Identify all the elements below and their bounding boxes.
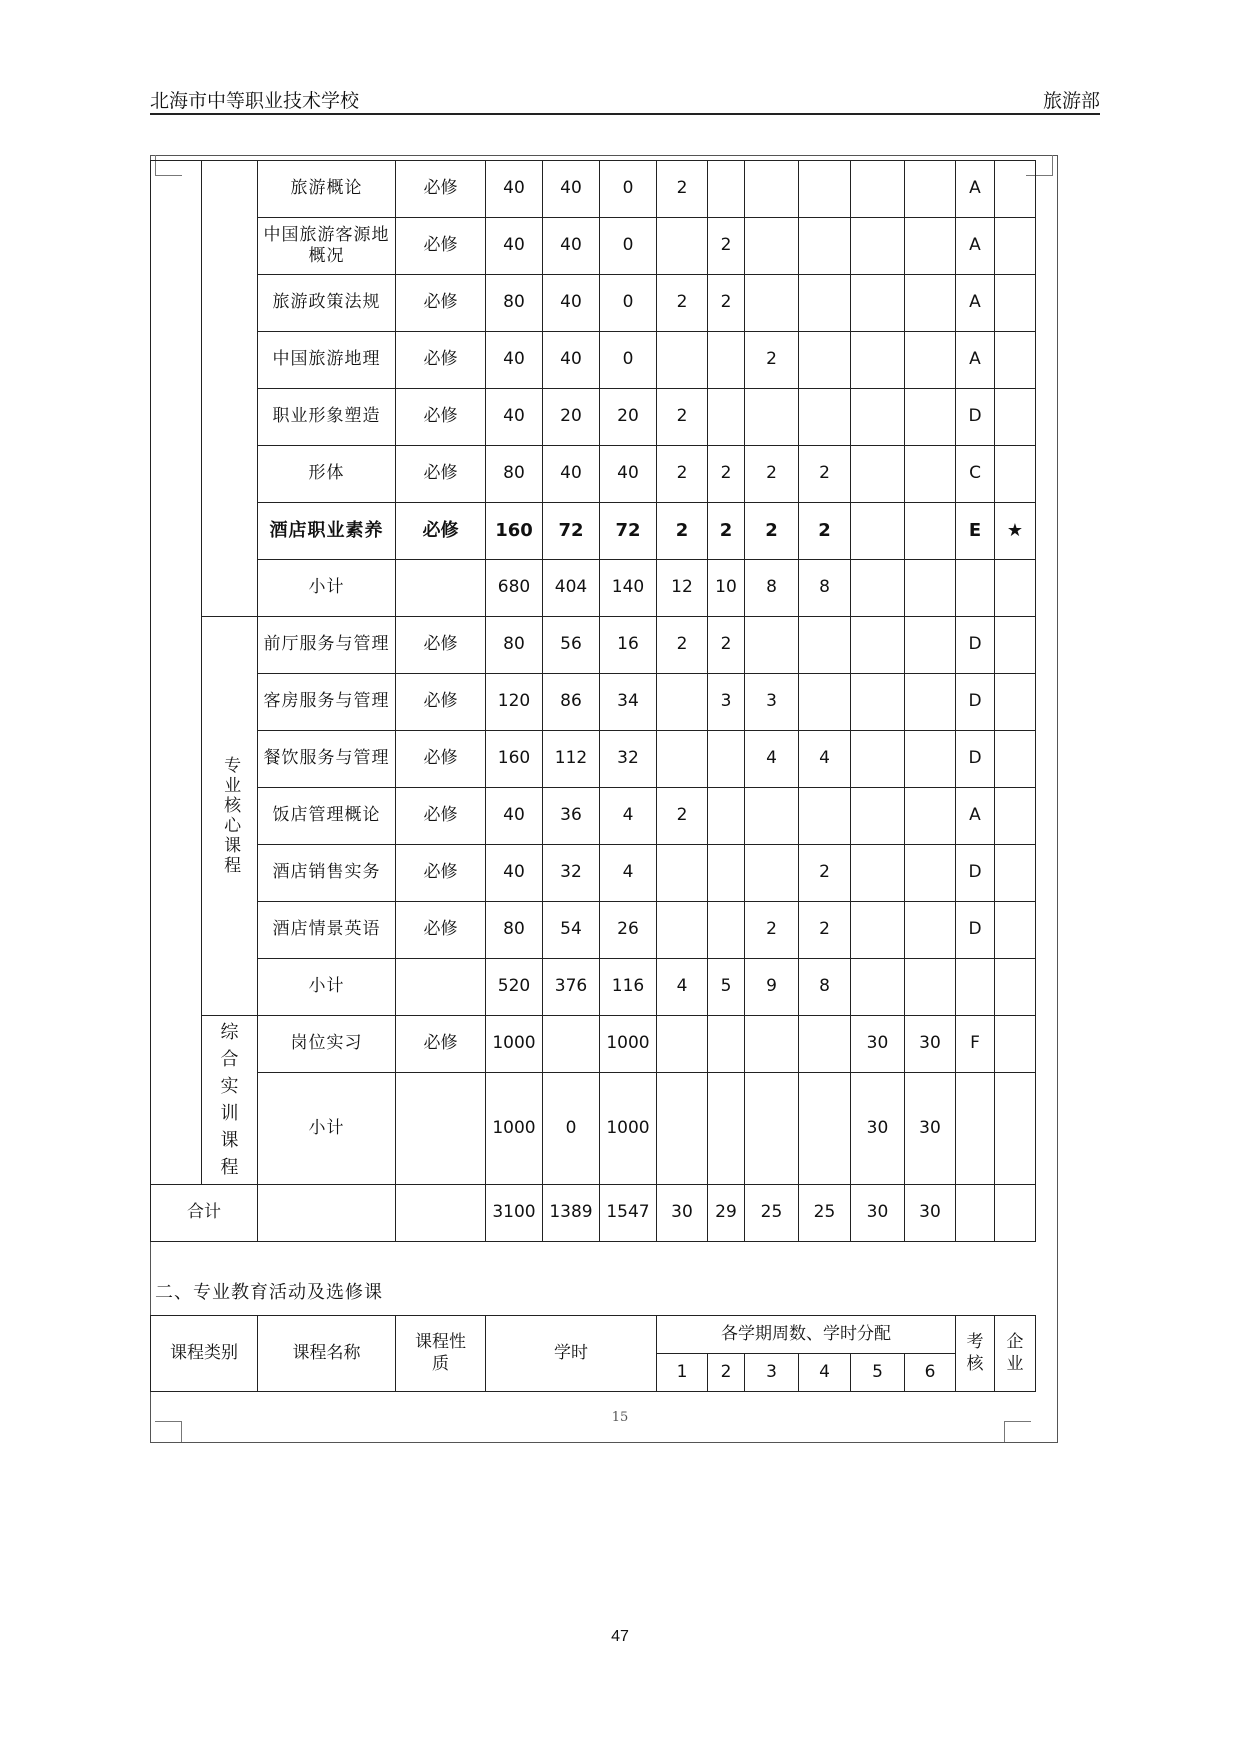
cell-exam bbox=[956, 1185, 995, 1242]
cell-theory: 40 bbox=[543, 332, 600, 389]
cell-enterprise bbox=[995, 674, 1036, 731]
cell-s3: 2 bbox=[745, 332, 799, 389]
cell-s4 bbox=[799, 674, 851, 731]
cell-s6 bbox=[905, 161, 956, 218]
cell-s5 bbox=[851, 446, 905, 503]
cell-s3: 3 bbox=[745, 674, 799, 731]
subtotal-row bbox=[151, 560, 1036, 617]
cell-practice: 32 bbox=[600, 731, 657, 788]
course-nature: 必修 bbox=[396, 788, 486, 845]
cell-theory: 40 bbox=[543, 161, 600, 218]
cell-s2: 2 bbox=[708, 503, 745, 560]
cell-s1: 12 bbox=[657, 560, 708, 617]
category-outer-cell bbox=[151, 161, 202, 1185]
header-school: 北海市中等职业技术学校 bbox=[150, 90, 360, 112]
category-core-label: 专业核心课程 bbox=[220, 756, 241, 876]
cell-s1: 2 bbox=[657, 503, 708, 560]
semester-3: 3 bbox=[745, 1354, 799, 1392]
cell-s4: 8 bbox=[799, 560, 851, 617]
cell-s6 bbox=[905, 788, 956, 845]
cell-s3: 9 bbox=[745, 959, 799, 1016]
cell-theory: 32 bbox=[543, 845, 600, 902]
table-row bbox=[151, 845, 1036, 902]
course-name: 客房服务与管理 bbox=[258, 674, 396, 731]
cell-practice: 1547 bbox=[600, 1185, 657, 1242]
cell-theory: 72 bbox=[543, 503, 600, 560]
cell-total: 40 bbox=[486, 161, 543, 218]
cell-s1: 2 bbox=[657, 446, 708, 503]
course-nature bbox=[396, 1073, 486, 1185]
col-hours: 学时 bbox=[486, 1316, 657, 1392]
cell-total: 80 bbox=[486, 275, 543, 332]
cell-s6 bbox=[905, 503, 956, 560]
cell-s1: 2 bbox=[657, 788, 708, 845]
section2-title: 二、专业教育活动及选修课 bbox=[155, 1282, 383, 1303]
cell-total: 40 bbox=[486, 389, 543, 446]
cell-s6 bbox=[905, 275, 956, 332]
course-name: 酒店销售实务 bbox=[258, 845, 396, 902]
internship-row bbox=[151, 1016, 1036, 1073]
cell-enterprise bbox=[995, 617, 1036, 674]
table-row bbox=[151, 788, 1036, 845]
cell-s5 bbox=[851, 560, 905, 617]
cell-s2 bbox=[708, 788, 745, 845]
semester-1: 1 bbox=[657, 1354, 708, 1392]
cell-s2 bbox=[708, 389, 745, 446]
table-row bbox=[151, 161, 1036, 218]
col-semesters: 各学期周数、学时分配 bbox=[657, 1316, 956, 1354]
cell-s6 bbox=[905, 617, 956, 674]
col-category: 课程类别 bbox=[151, 1316, 258, 1392]
cell-s3 bbox=[745, 788, 799, 845]
cell-s5 bbox=[851, 959, 905, 1016]
cell-s6 bbox=[905, 332, 956, 389]
cell-s1: 4 bbox=[657, 959, 708, 1016]
cell-total: 80 bbox=[486, 446, 543, 503]
course-nature: 必修 bbox=[396, 275, 486, 332]
cell-s3 bbox=[745, 1016, 799, 1073]
table-row bbox=[151, 275, 1036, 332]
semester-4: 4 bbox=[799, 1354, 851, 1392]
cell-s1 bbox=[657, 845, 708, 902]
cell-s5 bbox=[851, 902, 905, 959]
cell-s2 bbox=[708, 1016, 745, 1073]
course-nature: 必修 bbox=[396, 1016, 486, 1073]
table-row bbox=[151, 218, 1036, 275]
cell-exam: A bbox=[956, 218, 995, 275]
cell-total: 680 bbox=[486, 560, 543, 617]
semester-5: 5 bbox=[851, 1354, 905, 1392]
cell-enterprise bbox=[995, 332, 1036, 389]
cell-s3: 2 bbox=[745, 446, 799, 503]
cell-s5 bbox=[851, 275, 905, 332]
cell-s1: 2 bbox=[657, 275, 708, 332]
cell-s5 bbox=[851, 617, 905, 674]
cell-theory: 40 bbox=[543, 218, 600, 275]
cell-s5 bbox=[851, 161, 905, 218]
page-number: 47 bbox=[611, 1628, 629, 1645]
cell-theory: 112 bbox=[543, 731, 600, 788]
cell-s1: 2 bbox=[657, 617, 708, 674]
cell-practice: 20 bbox=[600, 389, 657, 446]
table-row bbox=[151, 617, 1036, 674]
cell-s4 bbox=[799, 389, 851, 446]
cell-s5 bbox=[851, 788, 905, 845]
curriculum-table bbox=[150, 160, 1036, 1242]
course-nature: 必修 bbox=[396, 218, 486, 275]
cell-enterprise bbox=[995, 218, 1036, 275]
header-dept: 旅游部 bbox=[1042, 90, 1100, 112]
cell-s4 bbox=[799, 275, 851, 332]
cell-exam: D bbox=[956, 731, 995, 788]
cell-s6 bbox=[905, 674, 956, 731]
cell-theory: 86 bbox=[543, 674, 600, 731]
cell-s5 bbox=[851, 674, 905, 731]
table-row bbox=[151, 674, 1036, 731]
cell-s6 bbox=[905, 446, 956, 503]
cell-enterprise bbox=[995, 959, 1036, 1016]
cell-s4 bbox=[799, 1073, 851, 1185]
cell-s2: 3 bbox=[708, 674, 745, 731]
cell-exam bbox=[956, 959, 995, 1016]
cell-exam: D bbox=[956, 902, 995, 959]
semester-6: 6 bbox=[905, 1354, 956, 1392]
cell-s3: 2 bbox=[745, 902, 799, 959]
cell-s1 bbox=[657, 731, 708, 788]
cell-practice: 1000 bbox=[600, 1073, 657, 1185]
category-practice-label: 综合实训课程 bbox=[220, 1022, 239, 1178]
cell-s3 bbox=[745, 617, 799, 674]
cell-s4: 2 bbox=[799, 503, 851, 560]
cell-s4: 2 bbox=[799, 446, 851, 503]
cell-s1 bbox=[657, 218, 708, 275]
category-core bbox=[202, 617, 258, 1016]
empty-paragraph-row bbox=[150, 1262, 1035, 1276]
course-nature: 必修 bbox=[396, 389, 486, 446]
cell-total: 1000 bbox=[486, 1073, 543, 1185]
cell-s4: 4 bbox=[799, 731, 851, 788]
course-name: 酒店职业素养 bbox=[258, 503, 396, 560]
cell-practice: 1000 bbox=[600, 1016, 657, 1073]
course-name: 小计 bbox=[258, 560, 396, 617]
cell-exam: C bbox=[956, 446, 995, 503]
cell-s2: 10 bbox=[708, 560, 745, 617]
cell-s3: 4 bbox=[745, 731, 799, 788]
cell-s5 bbox=[851, 389, 905, 446]
cell-s2 bbox=[708, 845, 745, 902]
course-nature: 必修 bbox=[396, 503, 486, 560]
category-practice bbox=[202, 1016, 258, 1185]
header-rule bbox=[150, 113, 1100, 115]
cell-exam: A bbox=[956, 332, 995, 389]
cell-s3: 2 bbox=[745, 503, 799, 560]
category-group1-cell bbox=[202, 161, 258, 617]
cell-exam: D bbox=[956, 674, 995, 731]
col-enterprise bbox=[995, 1316, 1036, 1392]
cell-s1: 2 bbox=[657, 389, 708, 446]
cell-s4 bbox=[799, 617, 851, 674]
cell-s4: 25 bbox=[799, 1185, 851, 1242]
cell-s6 bbox=[905, 731, 956, 788]
course-name: 中国旅游地理 bbox=[258, 332, 396, 389]
cell-practice: 0 bbox=[600, 161, 657, 218]
cell-s1 bbox=[657, 902, 708, 959]
course-nature: 必修 bbox=[396, 845, 486, 902]
cell-practice: 4 bbox=[600, 788, 657, 845]
cell-exam: D bbox=[956, 617, 995, 674]
cell-enterprise bbox=[995, 446, 1036, 503]
col-exam-text: 考核 bbox=[966, 1332, 984, 1374]
course-name: 旅游概论 bbox=[258, 161, 396, 218]
cell-total: 40 bbox=[486, 788, 543, 845]
course-name: 酒店情景英语 bbox=[258, 902, 396, 959]
cell-exam bbox=[956, 1073, 995, 1185]
cell-s1 bbox=[657, 332, 708, 389]
cell-s1 bbox=[657, 674, 708, 731]
cell-enterprise bbox=[995, 389, 1036, 446]
col-name: 课程名称 bbox=[258, 1316, 396, 1392]
course-nature bbox=[396, 959, 486, 1016]
cell-total: 40 bbox=[486, 845, 543, 902]
cell-s1: 30 bbox=[657, 1185, 708, 1242]
cell-s3 bbox=[745, 845, 799, 902]
cell-enterprise bbox=[995, 1185, 1036, 1242]
cell-total: 40 bbox=[486, 218, 543, 275]
cell-enterprise bbox=[995, 1016, 1036, 1073]
cell-total: 80 bbox=[486, 902, 543, 959]
cell-s4: 2 bbox=[799, 902, 851, 959]
table-row bbox=[151, 446, 1036, 503]
course-nature: 必修 bbox=[396, 161, 486, 218]
cell-enterprise bbox=[995, 731, 1036, 788]
cell-practice: 0 bbox=[600, 332, 657, 389]
cell-total: 520 bbox=[486, 959, 543, 1016]
cell-s2: 2 bbox=[708, 275, 745, 332]
cell-theory: 376 bbox=[543, 959, 600, 1016]
course-nature: 必修 bbox=[396, 617, 486, 674]
col-exam bbox=[956, 1316, 995, 1392]
course-name: 形体 bbox=[258, 446, 396, 503]
grand-total-name bbox=[258, 1185, 396, 1242]
cell-s3 bbox=[745, 275, 799, 332]
cell-s5: 30 bbox=[851, 1016, 905, 1073]
cell-total: 120 bbox=[486, 674, 543, 731]
cell-s5 bbox=[851, 503, 905, 560]
cell-s3 bbox=[745, 218, 799, 275]
col-nature-text: 课程性质 bbox=[415, 1332, 466, 1374]
cell-theory: 40 bbox=[543, 446, 600, 503]
table-row bbox=[151, 503, 1036, 560]
cell-exam bbox=[956, 560, 995, 617]
inner-page-number: 15 bbox=[611, 1410, 629, 1425]
course-name: 小计 bbox=[258, 1073, 396, 1185]
grand-total-label: 合计 bbox=[151, 1185, 258, 1242]
cell-s6 bbox=[905, 560, 956, 617]
cell-total: 3100 bbox=[486, 1185, 543, 1242]
cell-s3: 25 bbox=[745, 1185, 799, 1242]
cell-s6 bbox=[905, 845, 956, 902]
course-name: 旅游政策法规 bbox=[258, 275, 396, 332]
col-nature bbox=[396, 1316, 486, 1392]
cell-theory bbox=[543, 1016, 600, 1073]
subtotal-row bbox=[151, 1073, 1036, 1185]
cell-practice: 0 bbox=[600, 218, 657, 275]
course-name: 中国旅游客源地概况 bbox=[258, 218, 396, 275]
cell-s5 bbox=[851, 332, 905, 389]
cell-exam: E bbox=[956, 503, 995, 560]
cell-s2 bbox=[708, 731, 745, 788]
course-nature bbox=[396, 560, 486, 617]
cell-practice: 72 bbox=[600, 503, 657, 560]
subtotal-row bbox=[151, 959, 1036, 1016]
cell-s3: 8 bbox=[745, 560, 799, 617]
cell-s4 bbox=[799, 332, 851, 389]
cell-s2: 2 bbox=[708, 218, 745, 275]
cell-theory: 1389 bbox=[543, 1185, 600, 1242]
cell-theory: 36 bbox=[543, 788, 600, 845]
cell-s6: 30 bbox=[905, 1185, 956, 1242]
cell-total: 160 bbox=[486, 731, 543, 788]
cell-enterprise bbox=[995, 788, 1036, 845]
table-row bbox=[151, 332, 1036, 389]
col-enterprise-text: 企业 bbox=[1006, 1332, 1024, 1374]
cell-enterprise bbox=[995, 161, 1036, 218]
cell-s2: 2 bbox=[708, 617, 745, 674]
cell-s2 bbox=[708, 161, 745, 218]
cell-s1 bbox=[657, 1073, 708, 1185]
cell-s1: 2 bbox=[657, 161, 708, 218]
cell-exam: D bbox=[956, 845, 995, 902]
course-nature: 必修 bbox=[396, 332, 486, 389]
cell-exam: A bbox=[956, 275, 995, 332]
cell-exam: A bbox=[956, 161, 995, 218]
table-row bbox=[151, 902, 1036, 959]
cell-enterprise bbox=[995, 902, 1036, 959]
course-name: 餐饮服务与管理 bbox=[258, 731, 396, 788]
cell-s5: 30 bbox=[851, 1185, 905, 1242]
course-name: 饭店管理概论 bbox=[258, 788, 396, 845]
cell-total: 40 bbox=[486, 332, 543, 389]
cell-exam: F bbox=[956, 1016, 995, 1073]
cell-total: 80 bbox=[486, 617, 543, 674]
cell-total: 1000 bbox=[486, 1016, 543, 1073]
cell-practice: 40 bbox=[600, 446, 657, 503]
cell-theory: 20 bbox=[543, 389, 600, 446]
cell-enterprise bbox=[995, 275, 1036, 332]
cell-s4 bbox=[799, 1016, 851, 1073]
cell-s4: 2 bbox=[799, 845, 851, 902]
cell-s2: 5 bbox=[708, 959, 745, 1016]
cell-s3 bbox=[745, 161, 799, 218]
course-name: 前厅服务与管理 bbox=[258, 617, 396, 674]
grand-total-row bbox=[151, 1185, 1036, 1242]
cell-theory: 404 bbox=[543, 560, 600, 617]
cell-enterprise bbox=[995, 560, 1036, 617]
cell-s3 bbox=[745, 1073, 799, 1185]
cell-practice: 116 bbox=[600, 959, 657, 1016]
table-row bbox=[151, 731, 1036, 788]
cell-s3 bbox=[745, 389, 799, 446]
cell-total: 160 bbox=[486, 503, 543, 560]
cell-theory: 0 bbox=[543, 1073, 600, 1185]
cell-s5 bbox=[851, 218, 905, 275]
course-name: 岗位实习 bbox=[258, 1016, 396, 1073]
cell-s6 bbox=[905, 959, 956, 1016]
grand-total-nature bbox=[396, 1185, 486, 1242]
cell-s6 bbox=[905, 389, 956, 446]
cell-enterprise: ★ bbox=[995, 503, 1036, 560]
cell-s6: 30 bbox=[905, 1073, 956, 1185]
cell-s1 bbox=[657, 1016, 708, 1073]
cell-s2: 2 bbox=[708, 446, 745, 503]
cell-s5 bbox=[851, 731, 905, 788]
cell-practice: 26 bbox=[600, 902, 657, 959]
course-name: 小计 bbox=[258, 959, 396, 1016]
cell-theory: 40 bbox=[543, 275, 600, 332]
cell-s5 bbox=[851, 845, 905, 902]
cell-s5: 30 bbox=[851, 1073, 905, 1185]
cell-s4 bbox=[799, 788, 851, 845]
course-nature: 必修 bbox=[396, 731, 486, 788]
course-nature: 必修 bbox=[396, 674, 486, 731]
cell-exam: D bbox=[956, 389, 995, 446]
cell-theory: 56 bbox=[543, 617, 600, 674]
course-nature: 必修 bbox=[396, 446, 486, 503]
cell-theory: 54 bbox=[543, 902, 600, 959]
cell-s4: 8 bbox=[799, 959, 851, 1016]
table-row bbox=[151, 389, 1036, 446]
cell-s2 bbox=[708, 1073, 745, 1185]
cell-s2: 29 bbox=[708, 1185, 745, 1242]
cell-enterprise bbox=[995, 845, 1036, 902]
cell-practice: 34 bbox=[600, 674, 657, 731]
cell-s2 bbox=[708, 902, 745, 959]
section2-header-table bbox=[150, 1315, 1036, 1392]
cell-s6 bbox=[905, 902, 956, 959]
cell-enterprise bbox=[995, 1073, 1036, 1185]
cell-s4 bbox=[799, 218, 851, 275]
cell-practice: 16 bbox=[600, 617, 657, 674]
cell-s4 bbox=[799, 161, 851, 218]
cell-practice: 4 bbox=[600, 845, 657, 902]
cell-practice: 0 bbox=[600, 275, 657, 332]
cell-s2 bbox=[708, 332, 745, 389]
course-nature: 必修 bbox=[396, 902, 486, 959]
cell-s6 bbox=[905, 218, 956, 275]
cell-practice: 140 bbox=[600, 560, 657, 617]
cell-s6: 30 bbox=[905, 1016, 956, 1073]
semester-2: 2 bbox=[708, 1354, 745, 1392]
course-name: 职业形象塑造 bbox=[258, 389, 396, 446]
cell-exam: A bbox=[956, 788, 995, 845]
